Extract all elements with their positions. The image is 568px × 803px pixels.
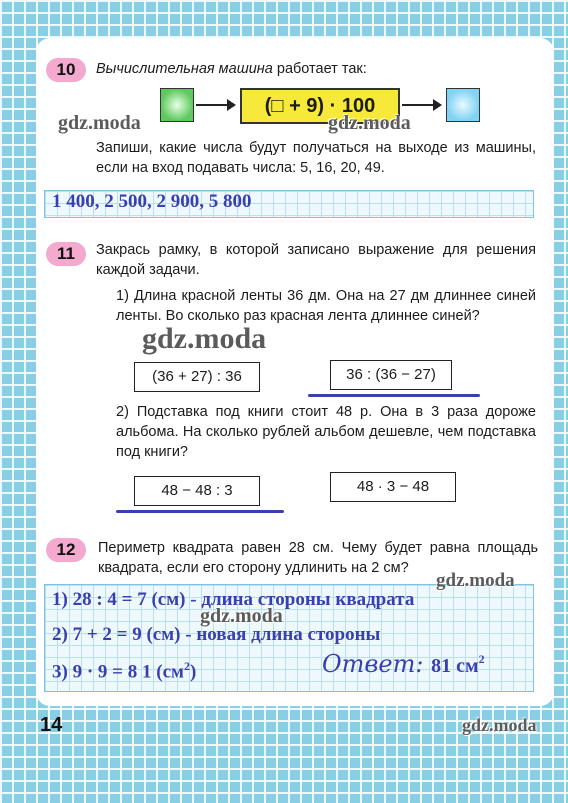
task-11-p1-expr-b[interactable]: 36 : (36 − 27) — [330, 360, 452, 390]
task-12-answer-word: Ответ: — [322, 650, 424, 678]
watermark-6: gdz.moda — [462, 715, 537, 735]
workbook-page — [36, 38, 554, 706]
task-12-line2: 2) 7 + 2 = 9 (см) - новая длина стороны — [52, 624, 381, 645]
task-11-p2-selection-mark — [116, 510, 284, 513]
task-10-intro-italic: Вычислительная машина — [96, 61, 273, 77]
task-11-question: Закрась рамку, в которой записано выражение для решения каждой задачи. — [96, 242, 536, 278]
watermark-2: gdz.moda — [328, 112, 411, 134]
task-11-p2-expr-b[interactable]: 48 · 3 − 48 — [330, 472, 456, 502]
task-12-answer — [322, 650, 485, 678]
task-12-line3-sup: 2 — [183, 659, 190, 673]
task-12-answer-value: 81 см — [431, 655, 479, 677]
input-square — [160, 88, 194, 122]
task-10-intro-rest: работает так: — [276, 61, 367, 77]
task-11-part2: 2) Подставка под книги стоит 48 р. Она в 3 раза дороже альбома. На сколько рублей альбом дешевле, чем подставка под книги? — [116, 404, 536, 460]
page-number: 14 — [40, 714, 63, 736]
task-10-badge: 10 — [46, 58, 86, 82]
task-10-question: Запиши, какие числа будут получаться на выходе из машины, если на вход подавать числа: 5, 16, 20, 49. — [96, 140, 536, 176]
task-11-badge: 11 — [46, 242, 86, 266]
task-12-line3-main: 3) 9 · 9 = 8 1 (см — [52, 661, 184, 683]
arrow-to-machine — [196, 104, 234, 106]
output-square — [446, 88, 480, 122]
watermark-3: gdz.moda — [142, 322, 267, 355]
arrow-from-machine — [402, 104, 440, 106]
watermark-1: gdz.moda — [58, 112, 141, 134]
task-12-badge: 12 — [46, 538, 86, 562]
task-12-line1: 1) 28 : 4 = 7 (см) - длина стороны квадрата — [52, 589, 415, 610]
task-10-intro — [96, 59, 536, 79]
machine-formula: (□ + 9) · 100 — [264, 95, 376, 117]
task-11-p1-expr-a[interactable]: (36 + 27) : 36 — [134, 362, 260, 392]
task-12-line3 — [52, 659, 196, 683]
task-12-question: Периметр квадрата равен 28 см. Чему будет равна площадь квадрата, если его сторону удлинить на 2 см? — [98, 540, 538, 576]
task-11-p2-expr-a[interactable]: 48 − 48 : 3 — [134, 476, 260, 506]
task-12-answer-sup: 2 — [478, 652, 485, 666]
task-11-part1: 1) Длина красной ленты 36 дм. Она на 27 дм длиннее синей ленты. Во сколько раз красная лента длиннее синей? — [116, 288, 536, 324]
task-11-p1-selection-mark — [308, 394, 480, 397]
watermark-5: gdz.moda — [200, 605, 283, 627]
task-10-answer: 1 400, 2 500, 2 900, 5 800 — [52, 191, 252, 212]
task-12-line3-close: ) — [189, 661, 197, 683]
watermark-4: gdz.moda — [436, 570, 515, 591]
